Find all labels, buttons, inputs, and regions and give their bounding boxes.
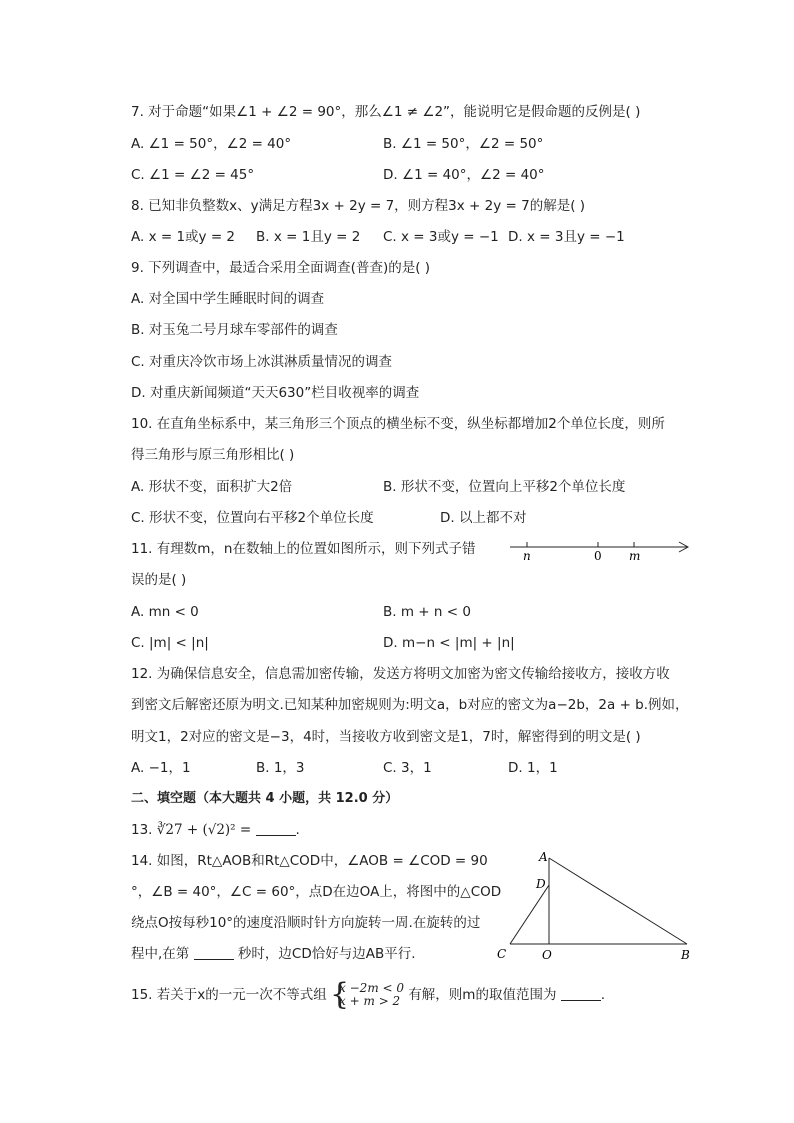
q11-stem-line2: 误的是( )	[131, 572, 187, 588]
q7-stem: 7. 对于命题“如果∠1 + ∠2 = 90°，那么∠1 ≠ ∠2”，能说明它是假命题的反例是( )	[131, 104, 641, 120]
axis-label-n: n	[523, 549, 531, 563]
q12-option-b: B. 1，3	[256, 760, 305, 776]
section-heading-fill-in: 二、填空题（本大题共 4 小题，共 12.0 分）	[131, 791, 399, 806]
q15-end: .	[600, 987, 606, 1003]
q11-option-d: D. m−n < |m| + |n|	[383, 635, 515, 651]
label-o: O	[542, 948, 552, 962]
q10-stem-line2: 得三角形与原三角形相比( )	[131, 447, 295, 463]
q8-option-d: D. x = 3且y = −1	[508, 229, 625, 245]
q12-option-a: A. −1，1	[131, 760, 191, 776]
q13	[131, 820, 300, 840]
q11-option-c: C. |m| < |n|	[131, 635, 209, 651]
label-b: B	[681, 948, 690, 962]
q15-inequality-2: x + m > 2	[339, 994, 401, 1008]
q15-answer-blank[interactable]	[561, 986, 601, 1001]
q10-option-b: B. 形状不变，位置向上平移2个单位长度	[383, 479, 626, 495]
q7-option-b: B. ∠1 = 50°，∠2 = 50°	[383, 136, 544, 152]
q11-stem-line1: 11. 有理数m，n在数轴上的位置如图所示，则下列式子错	[131, 541, 476, 557]
q13-answer-blank[interactable]	[256, 821, 296, 836]
label-a: A	[539, 850, 548, 864]
q14-line2: °，∠B = 40°，∠C = 60°，点D在边OA上，将图中的△COD	[131, 884, 502, 900]
label-d: D	[536, 877, 546, 891]
q14-line4	[131, 944, 416, 964]
q8-option-b: B. x = 1且y = 2	[256, 229, 361, 245]
q15-pre: 15. 若关于x的一元一次不等式组	[131, 987, 327, 1003]
q9-option-a: A. 对全国中学生睡眠时间的调查	[131, 291, 325, 307]
q7-option-c: C. ∠1 = ∠2 = 45°	[131, 167, 255, 183]
q12-stem-line1: 12. 为确保信息安全，信息需加密传输，发送方将明文加密为密文传输给接收方，接收方收	[131, 666, 670, 682]
q13-expression: ∛27 + (√2)² =	[156, 822, 252, 838]
triangle-figure	[493, 846, 703, 966]
q9-option-b: B. 对玉兔二号月球车零部件的调查	[131, 322, 338, 338]
q10-option-a: A. 形状不变，面积扩大2倍	[131, 479, 293, 495]
q10-stem-line1: 10. 在直角坐标系中，某三角形三个顶点的横坐标不变，纵坐标都增加2个单位长度，则所	[131, 416, 665, 432]
q13-end: .	[295, 822, 300, 838]
axis-label-m: m	[629, 549, 641, 563]
q15	[131, 977, 606, 1012]
q12-option-c: C. 3，1	[383, 760, 432, 776]
q15-post: 有解，则m的取值范围为	[408, 987, 557, 1003]
label-c: C	[497, 947, 507, 961]
q12-stem-line3: 明文1，2对应的密文是−3，4时，当接收方收到密文是1，7时，解密得到的明文是( )	[131, 729, 641, 745]
q11-option-a: A. mn < 0	[131, 604, 199, 620]
q10-option-c: C. 形状不变，位置向右平移2个单位长度	[131, 510, 374, 526]
q7-option-d: D. ∠1 = 40°，∠2 = 40°	[383, 167, 545, 183]
q7-option-a: A. ∠1 = 50°，∠2 = 40°	[131, 136, 292, 152]
q14-answer-blank[interactable]	[194, 945, 234, 960]
axis-label-zero: 0	[594, 549, 602, 563]
q11-option-b: B. m + n < 0	[383, 604, 471, 620]
q14-line4-start: 程中,在第	[131, 946, 190, 962]
q12-stem-line2: 到密文后解密还原为明文.已知某种加密规则为:明文a，b对应的密文为a−2b，2a + b.例如，	[131, 697, 689, 713]
q12-option-d: D. 1，1	[508, 760, 558, 776]
q8-option-c: C. x = 3或y = −1	[383, 229, 499, 245]
q15-system: { x −2m < 0 x + m > 2	[330, 977, 405, 1012]
q14-line3: 绕点O按每秒10°的速度沿顺时针方向旋转一周.在旋转的过	[131, 915, 481, 931]
q8-option-a: A. x = 1或y = 2	[131, 229, 236, 245]
q9-stem: 9. 下列调查中，最适合采用全面调查(普查)的是( )	[131, 260, 431, 276]
q9-option-d: D. 对重庆新闻频道“天天630”栏目收视率的调查	[131, 385, 420, 401]
q14-line4-end: 秒时，边CD恰好与边AB平行.	[237, 946, 416, 962]
number-line-figure	[505, 536, 695, 566]
q14-line1: 14. 如图，Rt△AOB和Rt△COD中，∠AOB = ∠COD = 90	[131, 853, 488, 869]
q10-option-d: D. 以上都不对	[440, 510, 527, 526]
q13-number: 13.	[131, 822, 153, 838]
q9-option-c: C. 对重庆冷饮市场上冰淇淋质量情况的调查	[131, 354, 393, 370]
q8-stem: 8. 已知非负整数x、y满足方程3x + 2y = 7，则方程3x + 2y = 7的解是( )	[131, 198, 586, 214]
q15-inequality-1: x −2m < 0	[339, 981, 405, 995]
